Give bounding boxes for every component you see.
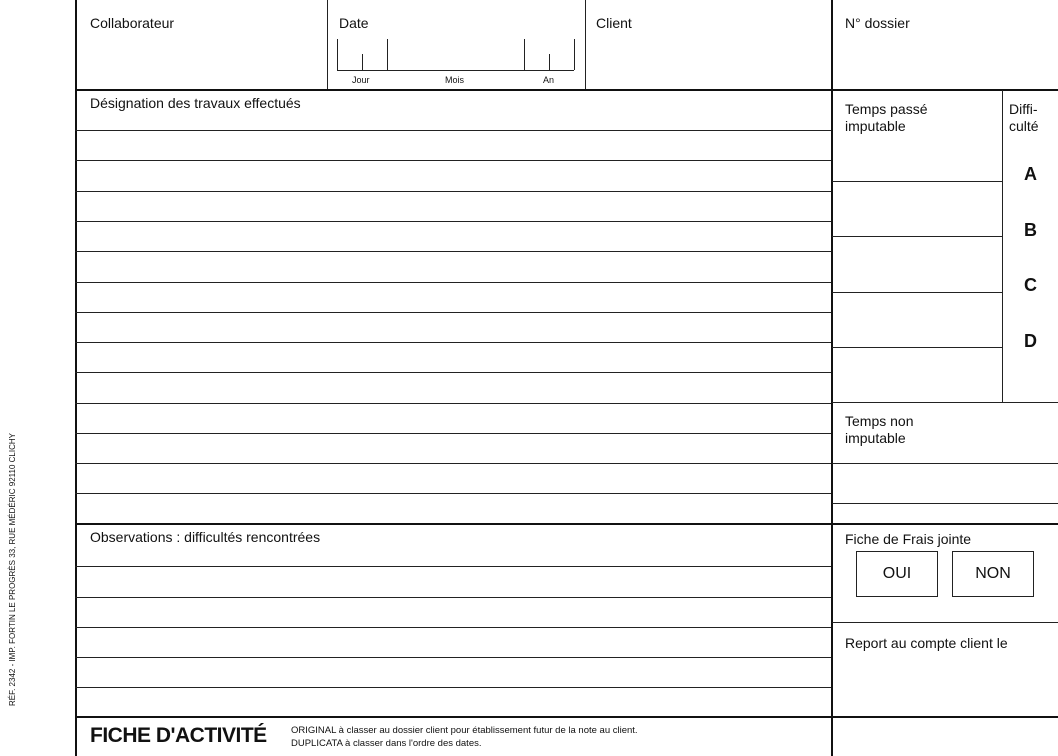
- designation-line: [75, 191, 831, 192]
- designation-line: [75, 463, 831, 464]
- temps-non-imputable-label: Temps non imputable: [845, 413, 914, 446]
- designation-label: Désignation des travaux effectués: [90, 95, 301, 111]
- difficulty-b: B: [1024, 220, 1037, 240]
- form-left-border: [75, 0, 77, 756]
- designation-line: [75, 251, 831, 252]
- temps-line: [832, 181, 1002, 182]
- header-bottom-line: [75, 89, 1058, 91]
- designation-line: [75, 160, 831, 161]
- designation-line: [75, 342, 831, 343]
- difficulte-divider: [1002, 90, 1003, 403]
- right-column-divider: [831, 0, 833, 756]
- temps-line: [832, 236, 1002, 237]
- designation-line: [75, 372, 831, 373]
- original-note: ORIGINAL à classer au dossier client pour établissement futur de la note au client.: [291, 725, 638, 736]
- designation-line: [75, 403, 831, 404]
- date-tick: [549, 54, 550, 70]
- difficulte-label: Diffi- culté: [1009, 101, 1039, 134]
- date-tick: [337, 39, 338, 70]
- collaborateur-label: Collaborateur: [90, 15, 175, 31]
- designation-bottom-line: [75, 523, 1058, 525]
- date-tick: [387, 39, 388, 70]
- temps-non-line: [832, 503, 1058, 504]
- observations-line: [75, 657, 831, 658]
- client-label: Client: [596, 15, 632, 31]
- designation-line: [75, 312, 831, 313]
- designation-line: [75, 282, 831, 283]
- date-baseline: [337, 70, 574, 71]
- header-divider-2: [585, 0, 586, 90]
- header-divider-1: [327, 0, 328, 90]
- frais-bottom-line: [832, 622, 1058, 623]
- temps-line: [832, 292, 1002, 293]
- dossier-label: N° dossier: [845, 15, 910, 31]
- date-tick: [574, 39, 575, 70]
- difficulty-a: A: [1024, 164, 1037, 184]
- oui-checkbox[interactable]: OUI: [856, 551, 938, 597]
- observations-label: Observations : difficultés rencontrées: [90, 529, 321, 545]
- observations-line: [75, 627, 831, 628]
- observations-bottom-line: [75, 716, 1058, 718]
- observations-line: [75, 566, 831, 567]
- difficulty-c: C: [1024, 275, 1037, 295]
- frais-label: Fiche de Frais jointe: [845, 531, 972, 547]
- date-tick: [362, 54, 363, 70]
- observations-line: [75, 597, 831, 598]
- designation-line: [75, 130, 831, 131]
- date-mois-label: Mois: [445, 75, 465, 85]
- temps-passe-label: Temps passé imputable: [845, 101, 928, 134]
- temps-non-line: [832, 463, 1058, 464]
- report-label: Report au compte client le: [845, 635, 1008, 651]
- non-checkbox[interactable]: NON: [952, 551, 1034, 597]
- observations-line: [75, 687, 831, 688]
- difficulty-d: D: [1024, 331, 1037, 351]
- designation-line: [75, 493, 831, 494]
- duplicata-note: DUPLICATA à classer dans l'ordre des dates.: [291, 738, 482, 749]
- form-title: FICHE D'ACTIVITÉ: [90, 724, 267, 747]
- temps-line: [832, 347, 1002, 348]
- date-label: Date: [339, 15, 369, 31]
- temps-passe-bottom-line: [832, 402, 1058, 403]
- printer-reference: RÉF. 2342 - IMP. FORTIN LE PROGRÈS 33, RUE MÉDÉRIC 92110 CLICHY: [8, 433, 17, 706]
- date-an-label: An: [543, 75, 555, 85]
- date-tick: [524, 39, 525, 70]
- designation-line: [75, 433, 831, 434]
- date-jour-label: Jour: [352, 75, 370, 85]
- designation-line: [75, 221, 831, 222]
